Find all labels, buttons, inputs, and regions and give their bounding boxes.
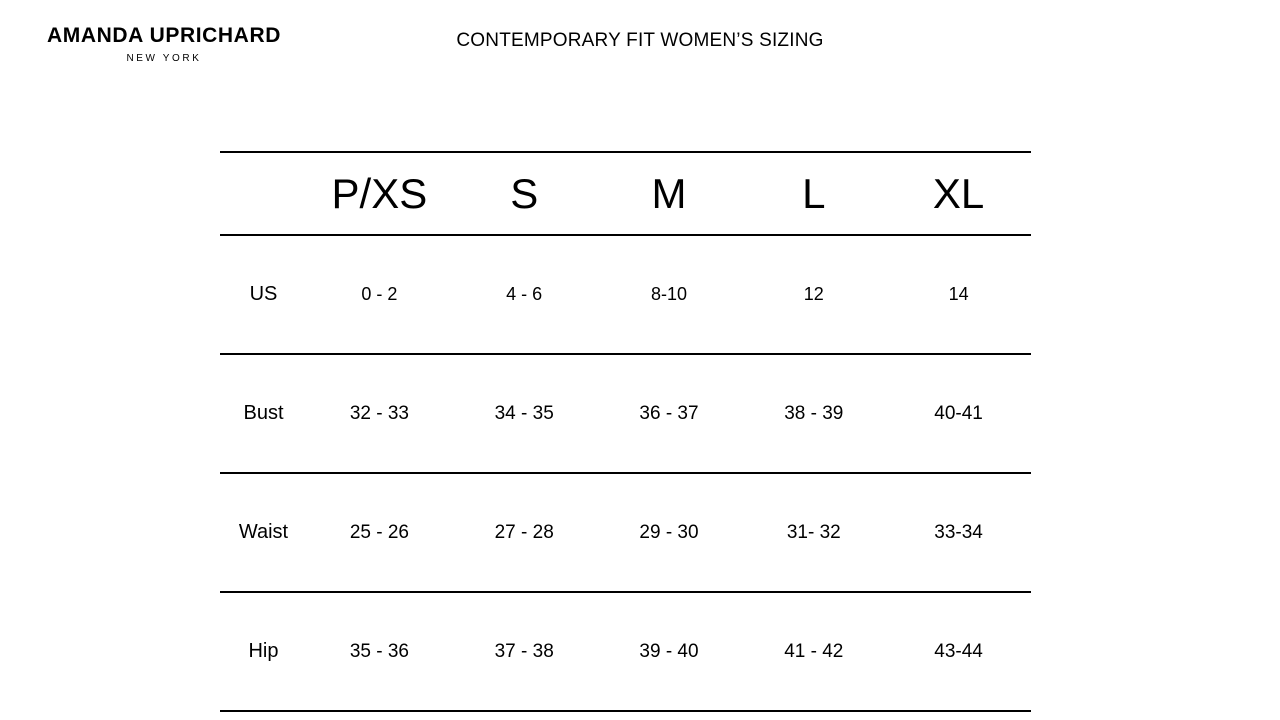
row-label-waist: Waist bbox=[220, 473, 307, 592]
cell-waist-l: 31- 32 bbox=[741, 473, 886, 592]
column-header-s: S bbox=[452, 152, 597, 235]
cell-us-pxs: 0 - 2 bbox=[307, 235, 452, 354]
table-corner-cell bbox=[220, 152, 307, 235]
brand-name: AMANDA UPRICHARD bbox=[47, 24, 281, 47]
column-header-l: L bbox=[741, 152, 886, 235]
cell-bust-m: 36 - 37 bbox=[597, 354, 742, 473]
cell-bust-l: 38 - 39 bbox=[741, 354, 886, 473]
cell-us-xl: 14 bbox=[886, 235, 1031, 354]
row-label-hip: Hip bbox=[220, 592, 307, 711]
cell-bust-xl: 40-41 bbox=[886, 354, 1031, 473]
size-chart-table bbox=[220, 151, 1031, 712]
column-header-xl: XL bbox=[886, 152, 1031, 235]
table-row bbox=[220, 235, 1031, 354]
cell-waist-xl: 33-34 bbox=[886, 473, 1031, 592]
row-label-us: US bbox=[220, 235, 307, 354]
brand-subtitle: NEW YORK bbox=[126, 53, 202, 65]
row-label-bust: Bust bbox=[220, 354, 307, 473]
cell-waist-s: 27 - 28 bbox=[452, 473, 597, 592]
table-row bbox=[220, 354, 1031, 473]
column-header-m: M bbox=[597, 152, 742, 235]
cell-us-m: 8-10 bbox=[597, 235, 742, 354]
cell-bust-pxs: 32 - 33 bbox=[307, 354, 452, 473]
cell-hip-m: 39 - 40 bbox=[597, 592, 742, 711]
cell-hip-s: 37 - 38 bbox=[452, 592, 597, 711]
cell-waist-m: 29 - 30 bbox=[597, 473, 742, 592]
cell-waist-pxs: 25 - 26 bbox=[307, 473, 452, 592]
size-chart bbox=[220, 151, 1031, 712]
cell-hip-pxs: 35 - 36 bbox=[307, 592, 452, 711]
table-row bbox=[220, 473, 1031, 592]
cell-us-l: 12 bbox=[741, 235, 886, 354]
cell-hip-l: 41 - 42 bbox=[741, 592, 886, 711]
page-title: CONTEMPORARY FIT WOMEN’S SIZING bbox=[456, 30, 824, 51]
table-header-row bbox=[220, 152, 1031, 235]
column-header-pxs: P/XS bbox=[307, 152, 452, 235]
cell-bust-s: 34 - 35 bbox=[452, 354, 597, 473]
table-row bbox=[220, 592, 1031, 711]
cell-us-s: 4 - 6 bbox=[452, 235, 597, 354]
cell-hip-xl: 43-44 bbox=[886, 592, 1031, 711]
